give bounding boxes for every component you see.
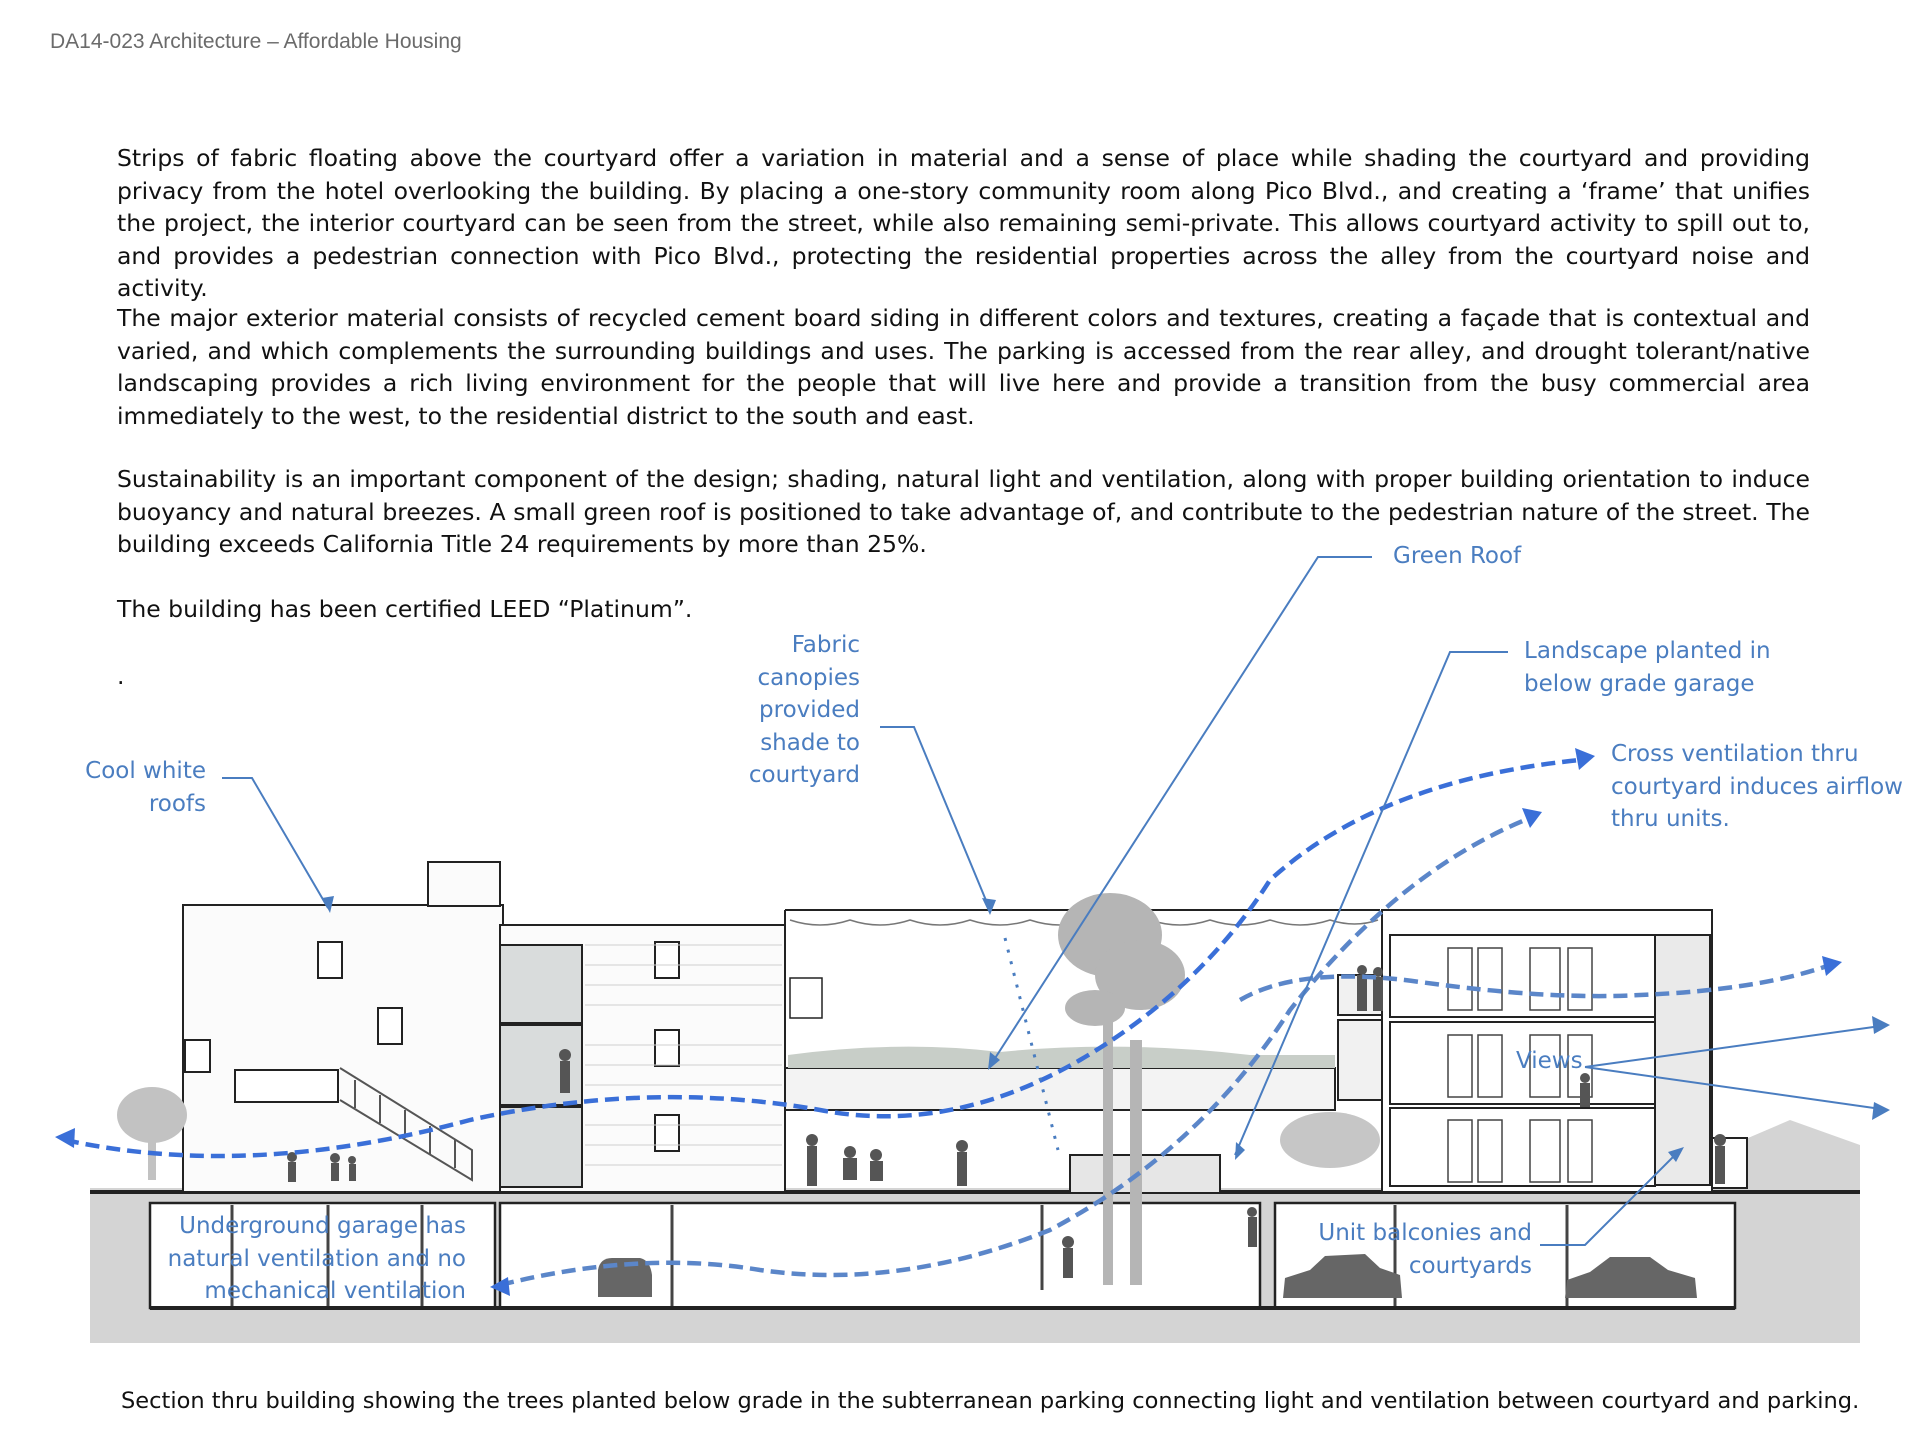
paragraph-leed: The building has been certified LEED “Platinum”. — [117, 595, 693, 623]
label-fabric-line3: provided — [759, 697, 860, 723]
right-shrub — [1280, 1112, 1380, 1168]
left-building — [183, 862, 785, 1192]
label-landscape-line2: below grade garage — [1524, 670, 1755, 697]
small-balcony — [790, 978, 822, 1018]
label-fabric-line1: Fabric — [791, 632, 860, 658]
left-tree-trunk — [148, 1120, 156, 1180]
canopy-shade-dotted-line — [1005, 938, 1058, 1150]
label-cross-ventilation — [1611, 738, 1903, 836]
label-cool-line2: roofs — [148, 790, 206, 817]
label-garage-line3: mechanical ventilation — [204, 1278, 466, 1304]
label-landscape — [1524, 635, 1771, 700]
label-cross-line1: Cross ventilation thru — [1611, 741, 1859, 767]
paragraph-period: . — [117, 662, 125, 690]
label-cool-line1: Cool white — [85, 758, 206, 784]
label-fabric-canopies — [700, 629, 860, 792]
label-fabric-line4: shade to — [760, 729, 860, 756]
label-fabric-line2: canopies — [757, 664, 860, 691]
document-header: DA14-023 Architecture – Affordable Housing — [50, 30, 462, 53]
label-balconies-line1: Unit balconies and — [1318, 1220, 1532, 1246]
label-unit-balconies — [1300, 1217, 1532, 1282]
paragraph-exterior-material: The major exterior material consists of recycled cement board siding in different colors and textures, creating a façade that is contextual and varied, and which complements the surrounding buildings and uses. The parking is accessed from the rear alley, and drought tolerant/native landscaping provides a rich living environment for the people that will live here and provide a transition from the busy commercial area immediately to the west, to the residential district to the south and east. — [117, 304, 1810, 430]
label-green-roof: Green Roof — [1393, 543, 1522, 569]
paragraph-sustainability: Sustainability is an important component of the design; shading, natural light and ventilation, along with proper building orientation to induce buoyancy and natural breezes. A small green roof is positioned to take advantage of, and contribute to the pedestrian nature of the street. The building exceeds California Title 24 requirements by more than 25%. — [117, 465, 1810, 558]
paragraph-courtyard-fabric: Strips of fabric floating above the courtyard offer a variation in material and a sense of place while shading the courtyard and providing privacy from the hotel overlooking the building. By placing a one-story community room along Pico Blvd., and creating a ‘frame’ that unifies the project, the interior courtyard can be seen from the street, while also remaining semi-private. This allows courtyard activity to spill out to, and provides a pedestrian connection with Pico Blvd., protecting the residential properties across the alley from the courtyard noise and activity. — [117, 144, 1810, 302]
figure-caption: Section thru building showing the trees planted below grade in the subterranean parking connecting light and ventilation between courtyard and parking. — [121, 1388, 1860, 1414]
label-cross-line3: thru units. — [1611, 806, 1730, 832]
label-landscape-line1: Landscape planted in — [1524, 638, 1771, 664]
label-cool-white-roofs — [60, 755, 206, 820]
label-fabric-line5: courtyard — [748, 762, 860, 788]
label-cross-line2: courtyard induces airflow — [1611, 773, 1903, 800]
label-garage-line1: Underground garage has — [179, 1213, 466, 1239]
label-views: Views — [1516, 1048, 1583, 1074]
label-balconies-line2: courtyards — [1408, 1252, 1532, 1279]
label-garage-line2: natural ventilation and no — [167, 1245, 466, 1272]
label-underground-garage — [120, 1210, 466, 1308]
